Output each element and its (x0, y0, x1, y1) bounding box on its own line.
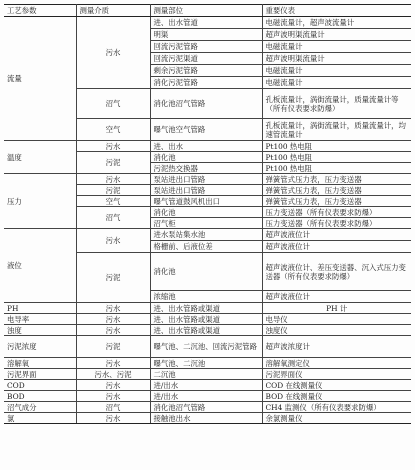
instrument-cell: 超声波明渠流量计 (262, 53, 411, 65)
instrument-cell: 压力变送器（所有仪表要求防爆） (262, 218, 411, 229)
instrument-cell: 弹簧管式压力表，压力变送器 (262, 174, 411, 185)
location-cell: 进水泵站集水池 (150, 229, 262, 241)
instrument-cell: 弹簧管式压力表，压力变送器 (262, 185, 411, 196)
location-cell: 进/出水 (150, 391, 262, 402)
medium-cell: 污泥 (76, 152, 150, 174)
param-dissolved-oxygen: 溶解氧 (4, 358, 76, 369)
param-turbidity: 浊度 (4, 325, 76, 336)
table-row (4, 413, 411, 424)
medium-cell: 污水 (76, 380, 150, 391)
instrument-cell: 电磁流量计 (262, 65, 411, 77)
instrument-spec-table (4, 4, 411, 424)
medium-cell: 污水 (76, 413, 150, 424)
medium-cell: 污水 (76, 229, 150, 253)
location-cell: 进、出水 (150, 141, 262, 152)
location-cell: 泵站进出口管路 (150, 185, 262, 196)
medium-cell: 污泥 (76, 253, 150, 303)
location-cell: 消化池 (150, 152, 262, 163)
medium-cell: 污水 (76, 391, 150, 402)
param-sludge-interface: 污泥界面 (4, 369, 76, 380)
table-row (4, 369, 411, 380)
location-cell: 曝气池空气管路 (150, 119, 262, 141)
table-row (4, 303, 411, 314)
location-cell: 进、出水管路或渠道 (150, 303, 262, 314)
medium-cell: 污水、污泥 (76, 369, 150, 380)
param-pressure: 压力 (4, 174, 76, 229)
param-sludge-concentration: 污泥浓度 (4, 336, 76, 358)
location-cell: 进、出水管道 (150, 17, 262, 29)
instrument-cell: 污泥界面仪 (262, 369, 411, 380)
location-cell: 泵站进出口管路 (150, 174, 262, 185)
location-cell: 二沉池 (150, 369, 262, 380)
instrument-cell: Pt100 热电阻 (262, 152, 411, 163)
instrument-cell: 压力变送器（所有仪表要求防爆） (262, 207, 411, 218)
header-location: 测量部位 (150, 5, 262, 17)
instrument-cell: BOD 在线测量仪 (262, 391, 411, 402)
instrument-cell: 孔板流量计，涡街流量计，质量流量计，均速管流量计 (262, 119, 411, 141)
location-cell: 消化池 (150, 253, 262, 291)
table-row (4, 391, 411, 402)
param-chlorine: 氯 (4, 413, 76, 424)
instrument-cell: 超声波液位计 (262, 241, 411, 253)
location-cell: 污泥热交换器 (150, 163, 262, 174)
instrument-cell: 浊度仪 (262, 325, 411, 336)
location-cell: 浓缩池 (150, 291, 262, 303)
location-cell: 曝气管道鼓风机出口 (150, 196, 262, 207)
param-ph: PH (4, 303, 76, 314)
instrument-cell: CH4 监测仪（所有仪表要求防爆） (262, 402, 411, 413)
header-medium: 测量介质 (76, 5, 150, 17)
instrument-cell: 超声波浓度计 (262, 336, 411, 358)
instrument-cell: 超声波液位计 (262, 291, 411, 303)
table-row (4, 174, 411, 185)
instrument-cell: 电导仪 (262, 314, 411, 325)
param-flow: 流量 (4, 17, 76, 141)
location-cell: 消化池沼气管路 (150, 89, 262, 119)
instrument-cell: 电磁流量计，超声波流量计 (262, 17, 411, 29)
medium-cell: 污水 (76, 17, 150, 89)
location-cell: 格栅前、后液位差 (150, 241, 262, 253)
instrument-cell: 孔板流量计，涡街流量计，质量流量计等（所有仪表要求防爆） (262, 89, 411, 119)
table-row (4, 17, 411, 29)
instrument-cell: 弹簧管式压力表，压力变送器 (262, 196, 411, 207)
instrument-cell: 电磁流量计 (262, 77, 411, 89)
table-row (4, 229, 411, 241)
medium-cell: 污水 (76, 141, 150, 152)
instrument-cell: PH 计 (262, 303, 411, 314)
instrument-cell: 超声波液位计、差压变送器、沉入式压力变送器（所有仪表要求防爆） (262, 253, 411, 291)
param-temperature: 温度 (4, 141, 76, 174)
location-cell: 进、出水管路或渠道 (150, 314, 262, 325)
location-cell: 沼气柜 (150, 218, 262, 229)
medium-cell: 污水 (76, 325, 150, 336)
medium-cell: 沼气 (76, 402, 150, 413)
medium-cell: 空气 (76, 119, 150, 141)
instrument-cell: COD 在线测量仪 (262, 380, 411, 391)
instrument-cell: 电磁流量计 (262, 41, 411, 53)
medium-cell: 污泥 (76, 336, 150, 358)
medium-cell: 空气 (76, 196, 150, 207)
param-level: 液位 (4, 229, 76, 303)
location-cell: 回流污泥管路 (150, 41, 262, 53)
location-cell: 消化污泥管路 (150, 77, 262, 89)
medium-cell: 沼气 (76, 89, 150, 119)
table-row (4, 402, 411, 413)
location-cell: 剩余污泥管路 (150, 65, 262, 77)
medium-cell: 污水 (76, 314, 150, 325)
table-row (4, 380, 411, 391)
instrument-cell: Pt100 热电阻 (262, 163, 411, 174)
instrument-cell: Pt100 热电阻 (262, 141, 411, 152)
header-row (4, 5, 411, 17)
location-cell: 进、出水管路或渠道 (150, 325, 262, 336)
medium-cell: 污泥 (76, 185, 150, 196)
table-row (4, 336, 411, 358)
medium-cell: 沼气 (76, 207, 150, 229)
table-row (4, 358, 411, 369)
instrument-cell: 超声波液位计 (262, 229, 411, 241)
table-row (4, 141, 411, 152)
location-cell: 进/出水 (150, 380, 262, 391)
instrument-cell: 超声波明渠流量计 (262, 29, 411, 41)
medium-cell: 污水 (76, 358, 150, 369)
location-cell: 曝气池、二沉池、回流污泥管路 (150, 336, 262, 358)
param-conductivity: 电导率 (4, 314, 76, 325)
location-cell: 明渠 (150, 29, 262, 41)
instrument-cell: 余氯测量仪 (262, 413, 411, 424)
location-cell: 曝气池、二沉池 (150, 358, 262, 369)
param-cod: COD (4, 380, 76, 391)
table-row (4, 325, 411, 336)
location-cell: 消化池沼气管路 (150, 402, 262, 413)
param-biogas-composition: 沼气成分 (4, 402, 76, 413)
location-cell: 接触池出水 (150, 413, 262, 424)
medium-cell: 污水 (76, 303, 150, 314)
medium-cell: 污水 (76, 174, 150, 185)
header-instrument: 重要仪表 (262, 5, 411, 17)
location-cell: 回流污泥渠道 (150, 53, 262, 65)
instrument-cell: 溶解氧测定仪 (262, 358, 411, 369)
param-bod: BOD (4, 391, 76, 402)
location-cell: 消化池 (150, 207, 262, 218)
header-param: 工艺参数 (4, 5, 76, 17)
table-row (4, 314, 411, 325)
